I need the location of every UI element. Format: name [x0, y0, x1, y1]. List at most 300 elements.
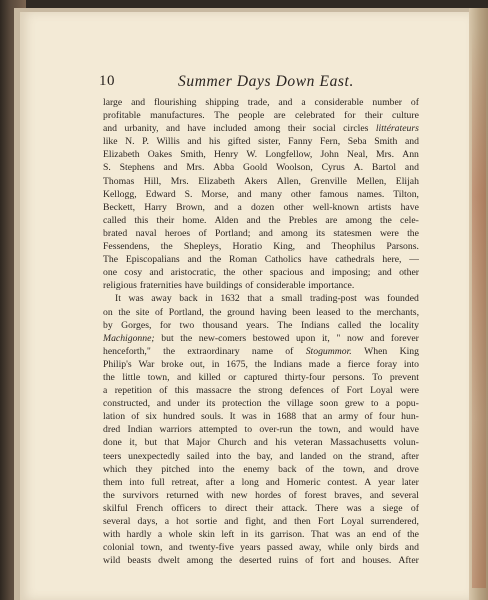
text-word: The	[103, 254, 119, 266]
text-word: dred	[103, 424, 121, 436]
text-word: which	[103, 463, 127, 475]
text-word: other	[290, 188, 311, 200]
text-word: Elizabeth	[103, 149, 140, 161]
text-line	[103, 201, 419, 214]
text-line	[103, 175, 419, 188]
text-word: repetition	[114, 385, 152, 397]
page-number: 10	[99, 73, 115, 89]
text-word: back	[179, 293, 198, 305]
text-word: officers	[171, 502, 201, 514]
text-word: Elijah	[395, 175, 419, 187]
text-word: houses.	[362, 555, 392, 567]
text-word: It	[229, 411, 236, 423]
text-word: it,	[321, 332, 330, 344]
text-word: Parsons.	[386, 241, 419, 253]
text-word: Beckett,	[103, 201, 136, 213]
text-word: and	[306, 241, 321, 253]
text-word: into	[129, 476, 145, 488]
text-line	[103, 161, 419, 174]
text-word: Seba	[347, 136, 367, 148]
text-word: the	[209, 254, 222, 266]
text-word: Stogummor.	[305, 345, 352, 357]
text-word: here,	[382, 254, 402, 266]
text-line	[103, 279, 419, 292]
text-word: ruins	[278, 555, 298, 567]
text-word: number	[372, 97, 402, 108]
text-line	[103, 423, 419, 436]
text-word: surrendered,	[370, 516, 419, 527]
text-word: beasts	[127, 555, 152, 567]
text-line	[103, 384, 419, 397]
text-word: home.	[182, 214, 207, 226]
text-word: the	[238, 450, 250, 462]
text-word: statesmen	[333, 227, 372, 239]
text-word: his	[208, 136, 221, 148]
text-word: colonial	[103, 542, 135, 554]
text-word: direct	[225, 502, 248, 514]
text-word: on	[332, 450, 343, 462]
text-word: skilful	[103, 502, 128, 514]
text-word: unexpectedly	[128, 450, 180, 462]
text-word: War	[138, 358, 155, 370]
text-line	[103, 96, 419, 109]
text-word: six	[145, 411, 157, 423]
text-word: of	[159, 385, 168, 397]
text-word: and	[369, 489, 384, 501]
text-word: among	[281, 227, 308, 239]
text-word: Indians	[300, 319, 330, 331]
text-word: in	[205, 293, 213, 305]
text-word: sister,	[258, 136, 281, 148]
text-word: the	[369, 319, 382, 331]
text-word: 1675,	[226, 358, 248, 370]
text-word: this	[174, 385, 189, 397]
text-word: celebrated	[294, 110, 335, 122]
text-word: among	[254, 123, 281, 135]
text-word: several	[103, 516, 131, 527]
text-word: village	[286, 398, 314, 410]
text-word: year	[378, 476, 395, 488]
text-word: and	[373, 463, 388, 475]
text-word: the	[103, 489, 115, 501]
text-word: constructed,	[103, 398, 151, 410]
text-word: Stephens	[119, 162, 155, 174]
text-word: Portland,	[168, 306, 204, 318]
text-word: Smith	[374, 136, 398, 148]
text-word: —	[409, 254, 419, 266]
text-word: the	[380, 214, 392, 226]
text-word: other	[399, 267, 419, 279]
text-word: birds	[379, 542, 399, 554]
text-line	[103, 528, 419, 541]
text-word: made	[308, 358, 330, 370]
text-word: Mrs.	[375, 149, 394, 161]
text-line	[103, 358, 419, 371]
text-word: but	[161, 332, 174, 344]
text-word: and	[404, 136, 419, 148]
text-word: and	[187, 254, 202, 266]
text-word: of	[392, 529, 401, 541]
text-line	[103, 148, 419, 161]
text-word: soon	[319, 398, 339, 410]
text-word: passed	[266, 542, 293, 554]
text-word: French	[136, 502, 164, 514]
text-word: A	[364, 476, 372, 488]
facing-page-edge	[469, 8, 488, 600]
text-word: a	[103, 385, 108, 397]
text-word: and	[404, 542, 419, 554]
text-word: returned	[166, 489, 199, 501]
text-word: King	[399, 345, 419, 357]
text-word: forever	[390, 332, 419, 344]
text-word: importance.	[308, 280, 355, 292]
text-word: Loyal	[370, 385, 393, 397]
text-word: of	[410, 502, 419, 514]
text-word: the	[359, 306, 372, 318]
text-word: of	[288, 489, 297, 501]
text-word: a	[385, 398, 390, 410]
text-word: Massachusetts	[330, 437, 387, 449]
text-word: full	[151, 476, 165, 488]
text-word: W.	[246, 149, 258, 161]
text-word: that	[164, 437, 180, 449]
text-word: many	[260, 188, 282, 200]
text-word: and	[246, 214, 261, 226]
text-line	[103, 436, 419, 449]
text-word: his	[275, 437, 287, 449]
text-word: N.	[125, 136, 135, 148]
text-word: trade,	[247, 97, 270, 108]
text-line	[103, 109, 419, 122]
text-word: a	[237, 201, 242, 213]
text-word: and	[265, 476, 280, 488]
text-word: Willis	[156, 136, 180, 148]
text-word: their	[364, 110, 383, 122]
text-word: the	[254, 358, 267, 370]
text-line	[103, 410, 419, 423]
text-word: and	[258, 227, 273, 239]
text-word: naval	[135, 227, 157, 239]
text-line	[103, 345, 419, 358]
text-word: years.	[246, 319, 269, 331]
text-word: town,	[343, 463, 365, 475]
text-word: other	[242, 267, 263, 279]
text-word: Oakes	[147, 149, 173, 161]
text-word: 1632	[220, 293, 240, 305]
text-word: like	[103, 136, 118, 148]
text-word: After	[398, 555, 419, 567]
text-word: them	[103, 476, 123, 488]
text-word: The	[277, 319, 293, 331]
text-word: their	[156, 214, 175, 226]
text-word: names.	[357, 188, 385, 200]
text-word: the	[299, 424, 312, 436]
text-word: Ann	[402, 149, 419, 161]
text-word: sortie	[195, 516, 218, 527]
text-word: John	[320, 149, 339, 161]
text-word: of	[364, 411, 373, 423]
text-word: town,	[318, 424, 341, 436]
text-word: foray	[376, 358, 398, 370]
text-word: strand,	[368, 450, 395, 462]
text-line	[103, 240, 419, 253]
book-cover-top-edge	[0, 0, 488, 8]
text-word: was	[364, 293, 380, 305]
text-word: King,	[273, 241, 296, 253]
text-word: its	[315, 227, 326, 239]
text-line	[103, 371, 419, 384]
text-word: that	[302, 411, 317, 423]
text-word: hun-	[401, 411, 419, 423]
text-word: Loyal	[341, 516, 364, 527]
text-word: and	[347, 424, 362, 436]
text-word: attack.	[281, 502, 308, 514]
text-word: sailed	[186, 450, 210, 462]
text-word: Abba	[213, 162, 235, 174]
text-word: they	[135, 463, 153, 475]
text-word: under	[177, 398, 200, 410]
text-word: Cyrus	[321, 162, 345, 174]
text-line	[103, 541, 419, 554]
text-word: with	[206, 489, 224, 501]
text-word: into	[403, 358, 419, 370]
text-word: protection	[222, 398, 262, 410]
text-word: heroes	[164, 227, 191, 239]
text-word: strong	[258, 385, 283, 397]
text-word: It	[115, 293, 121, 305]
text-word: teers	[103, 450, 122, 462]
text-word: in	[262, 411, 271, 423]
text-word: new	[231, 489, 248, 501]
text-word: founded	[387, 293, 419, 305]
text-word: a	[164, 516, 170, 527]
text-word: Mrs.	[186, 162, 205, 174]
text-word: bay,	[256, 450, 273, 462]
text-word: an	[356, 529, 366, 541]
text-word: There	[315, 502, 339, 514]
text-word: Akers	[244, 175, 268, 187]
text-word: the	[222, 463, 235, 475]
text-word: drove	[396, 463, 419, 475]
text-line	[103, 122, 419, 135]
text-word: cathedrals	[335, 254, 375, 266]
text-word: well-known	[312, 201, 359, 213]
text-word: of	[285, 345, 294, 357]
text-word: was	[241, 411, 257, 423]
text-word: in	[211, 358, 220, 370]
text-word: hordes	[255, 489, 281, 501]
text-word: a	[336, 358, 341, 370]
text-word: away	[151, 293, 172, 305]
text-word: that	[247, 293, 262, 305]
text-word: Horatio	[232, 241, 263, 253]
text-word: dwelt	[158, 555, 180, 567]
page-header	[99, 73, 419, 93]
text-word: defences	[289, 385, 324, 397]
text-word: urbanity,	[124, 123, 159, 135]
text-word: Homeric	[286, 476, 321, 488]
text-word: would	[369, 424, 394, 436]
text-word: henceforth,"	[103, 345, 151, 357]
text-word: famous	[319, 188, 349, 200]
text-word: while	[327, 542, 350, 554]
text-word: a	[369, 502, 375, 514]
text-word: Neal,	[347, 149, 368, 161]
text-line	[103, 502, 419, 515]
text-word: leased	[316, 306, 341, 318]
text-word: Catholics	[264, 254, 302, 266]
text-word: Thomas	[103, 175, 135, 187]
text-word: to	[346, 306, 354, 318]
text-word: into	[198, 463, 214, 475]
text-word: Machigonne;	[103, 332, 155, 344]
text-word: of	[305, 555, 314, 567]
text-word: to	[244, 424, 253, 436]
text-word: to	[209, 502, 217, 514]
text-word: Harry	[144, 201, 167, 213]
text-word: or	[228, 371, 237, 383]
text-word: in	[240, 529, 249, 541]
text-word: and	[165, 123, 180, 135]
text-word: its	[254, 529, 264, 541]
text-word: spacious	[269, 267, 304, 279]
text-word: and	[253, 437, 268, 449]
text-word: were	[379, 227, 399, 239]
text-word: their	[255, 502, 274, 514]
text-word: Fanny	[288, 136, 313, 148]
text-word: this	[134, 214, 149, 226]
text-word: large	[103, 97, 123, 108]
text-word: Allen,	[276, 175, 301, 187]
text-word: extraordinary	[187, 345, 240, 357]
text-word: prevent	[389, 371, 419, 383]
text-word: among	[186, 555, 214, 567]
text-word: Morse,	[201, 188, 229, 200]
text-word: and	[377, 267, 392, 279]
text-word: trading-post	[310, 293, 357, 305]
text-word: years	[240, 542, 261, 554]
text-word: A.	[353, 162, 364, 174]
text-word: Fort	[346, 385, 363, 397]
text-word: Major	[186, 437, 211, 449]
text-word: buildings	[206, 280, 243, 292]
text-word: the	[103, 371, 115, 383]
text-word: gifted	[227, 136, 251, 148]
text-word: and	[278, 97, 293, 108]
text-line	[103, 135, 419, 148]
text-word: garrison.	[270, 529, 305, 541]
text-line	[103, 554, 419, 567]
text-word: town,	[147, 371, 170, 383]
text-word: and	[156, 398, 171, 410]
text-word: the	[180, 332, 193, 344]
text-word: Prebles	[288, 214, 318, 226]
text-word: Smith,	[180, 149, 206, 161]
text-word: of	[305, 463, 314, 475]
text-word: Alden	[214, 214, 239, 226]
text-word: other	[283, 201, 304, 213]
text-word: for	[344, 110, 356, 122]
text-word: over-run	[259, 424, 293, 436]
text-word: having	[260, 306, 287, 318]
text-word: and	[214, 201, 229, 213]
text-word: "	[336, 332, 341, 344]
text-word: back	[278, 463, 297, 475]
text-word: Roman	[228, 254, 257, 266]
text-word: manufactures.	[150, 110, 205, 122]
text-word: social	[313, 123, 336, 135]
text-word: enemy	[243, 463, 270, 475]
text-word: of	[131, 411, 140, 423]
text-word: and	[273, 516, 288, 527]
text-word: landed	[300, 450, 327, 462]
text-word: several	[391, 489, 419, 501]
text-word: later	[401, 476, 419, 488]
text-word: attempted	[199, 424, 238, 436]
text-word: pitched	[161, 463, 190, 475]
text-word: have	[400, 201, 419, 213]
text-word: skin	[198, 529, 215, 541]
text-word: merchants,	[376, 306, 419, 318]
text-word: small	[281, 293, 303, 305]
text-line	[103, 306, 419, 319]
text-word: retreat,	[171, 476, 199, 488]
text-word: popu-	[396, 398, 419, 410]
text-line	[103, 489, 419, 502]
text-word: it,	[129, 437, 138, 449]
text-word: site	[135, 306, 150, 318]
text-line	[103, 253, 419, 266]
text-word: Portland;	[214, 227, 251, 239]
text-word: of	[331, 385, 340, 397]
text-word: an	[323, 411, 333, 423]
text-word: Mellen,	[356, 175, 387, 187]
page-stain	[472, 28, 486, 588]
text-line	[103, 515, 419, 528]
text-word: P.	[142, 136, 149, 148]
text-word: Woolson,	[276, 162, 313, 174]
text-word: the	[160, 241, 173, 253]
text-word: deserted	[239, 555, 272, 567]
text-word: people	[238, 110, 265, 122]
text-word: Brown,	[176, 201, 205, 213]
text-line	[103, 227, 419, 240]
text-word: the	[349, 450, 362, 462]
text-word: and	[177, 371, 192, 383]
text-word: name	[251, 345, 273, 357]
text-word: of	[154, 306, 164, 318]
text-word: are	[273, 110, 286, 122]
text-word: its	[206, 398, 216, 410]
text-line	[103, 332, 419, 345]
text-word: the	[223, 267, 236, 279]
text-word: thirty-four	[284, 371, 326, 383]
text-word: Fessendens,	[103, 241, 150, 253]
text-word: aristocratic,	[170, 267, 217, 279]
text-word: were	[400, 385, 419, 397]
text-word: whole	[168, 529, 193, 541]
text-word: That	[310, 529, 329, 541]
text-word: warriors	[159, 424, 192, 436]
text-word: braves,	[334, 489, 362, 501]
text-word: fierce	[347, 358, 370, 370]
text-word: and	[103, 123, 117, 135]
text-word: their	[287, 123, 306, 135]
text-word: the	[407, 227, 419, 239]
text-word: called	[337, 319, 362, 331]
text-word: Elizabeth	[198, 175, 235, 187]
text-word: out,	[190, 358, 205, 370]
